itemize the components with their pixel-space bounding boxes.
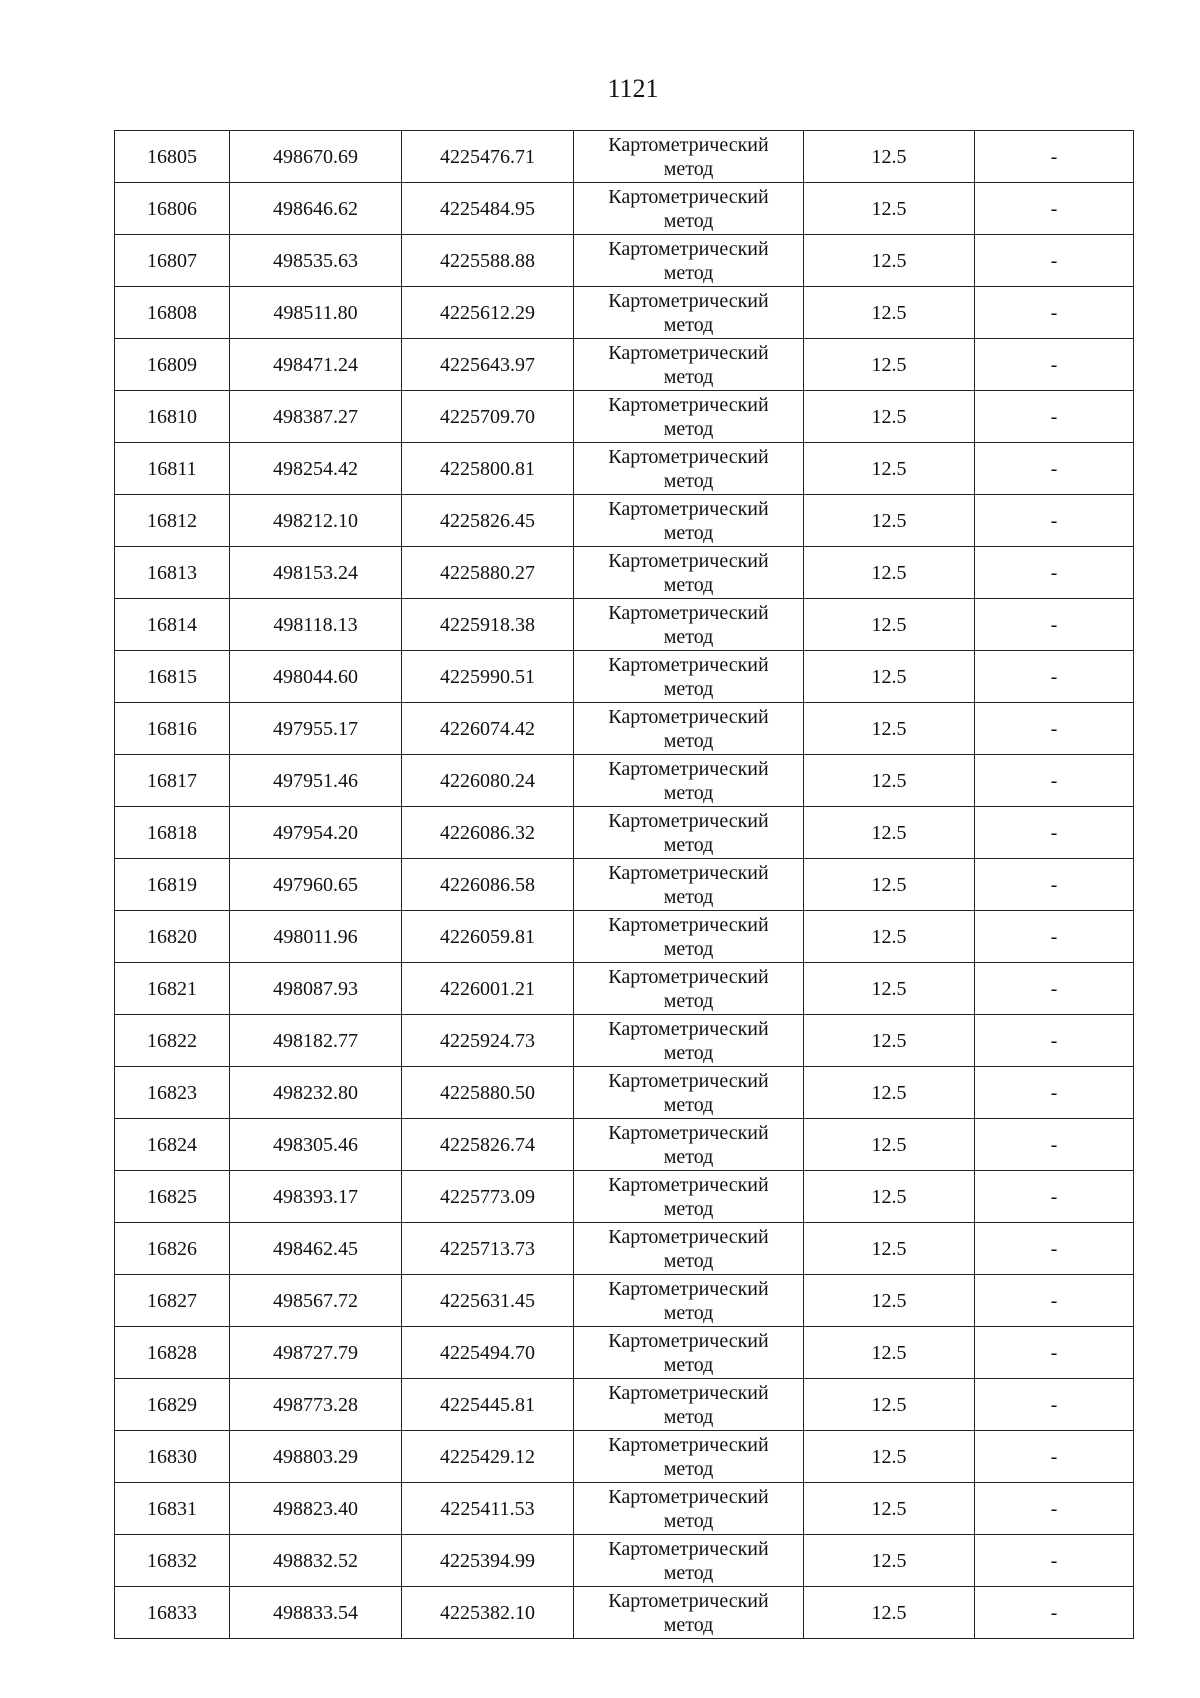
note-cell: - xyxy=(975,235,1134,287)
y-coordinate-cell: 4225826.45 xyxy=(402,495,574,547)
method-cell xyxy=(574,703,804,755)
x-coordinate-cell: 498118.13 xyxy=(230,599,402,651)
point-number-cell: 16833 xyxy=(115,1587,230,1639)
accuracy-cell: 12.5 xyxy=(804,547,975,599)
note-cell: - xyxy=(975,339,1134,391)
x-coordinate-cell: 498254.42 xyxy=(230,443,402,495)
method-cell xyxy=(574,1483,804,1535)
y-coordinate-cell: 4226086.32 xyxy=(402,807,574,859)
x-coordinate-cell: 498153.24 xyxy=(230,547,402,599)
accuracy-cell: 12.5 xyxy=(804,1327,975,1379)
method-line-1: Картометрический xyxy=(608,1537,769,1560)
method-cell xyxy=(574,495,804,547)
y-coordinate-cell: 4225382.10 xyxy=(402,1587,574,1639)
x-coordinate-cell: 498670.69 xyxy=(230,131,402,183)
method-line-2: метод xyxy=(663,937,714,960)
point-number-cell: 16820 xyxy=(115,911,230,963)
x-coordinate-cell: 497955.17 xyxy=(230,703,402,755)
note-cell: - xyxy=(975,1223,1134,1275)
method-cell xyxy=(574,1587,804,1639)
method-cell xyxy=(574,911,804,963)
method-line-1: Картометрический xyxy=(608,1017,769,1040)
y-coordinate-cell: 4225494.70 xyxy=(402,1327,574,1379)
note-cell: - xyxy=(975,1483,1134,1535)
y-coordinate-cell: 4225484.95 xyxy=(402,183,574,235)
method-line-2: метод xyxy=(663,261,714,284)
x-coordinate-cell: 498511.80 xyxy=(230,287,402,339)
x-coordinate-cell: 498823.40 xyxy=(230,1483,402,1535)
table-row xyxy=(115,1431,1134,1483)
method-line-1: Картометрический xyxy=(608,1589,769,1612)
point-number-cell: 16807 xyxy=(115,235,230,287)
point-number-cell: 16817 xyxy=(115,755,230,807)
y-coordinate-cell: 4225643.97 xyxy=(402,339,574,391)
note-cell: - xyxy=(975,1327,1134,1379)
x-coordinate-cell: 497960.65 xyxy=(230,859,402,911)
point-number-cell: 16823 xyxy=(115,1067,230,1119)
accuracy-cell: 12.5 xyxy=(804,495,975,547)
method-line-2: метод xyxy=(663,1509,714,1532)
accuracy-cell: 12.5 xyxy=(804,911,975,963)
method-cell xyxy=(574,1015,804,1067)
x-coordinate-cell: 498833.54 xyxy=(230,1587,402,1639)
method-cell xyxy=(574,1171,804,1223)
method-line-2: метод xyxy=(663,989,714,1012)
table-row xyxy=(115,1223,1134,1275)
x-coordinate-cell: 498087.93 xyxy=(230,963,402,1015)
accuracy-cell: 12.5 xyxy=(804,1535,975,1587)
table-row xyxy=(115,183,1134,235)
table-row xyxy=(115,911,1134,963)
method-line-2: метод xyxy=(663,1457,714,1480)
point-number-cell: 16815 xyxy=(115,651,230,703)
accuracy-cell: 12.5 xyxy=(804,1275,975,1327)
y-coordinate-cell: 4225411.53 xyxy=(402,1483,574,1535)
y-coordinate-cell: 4225588.88 xyxy=(402,235,574,287)
method-line-2: метод xyxy=(663,677,714,700)
method-cell xyxy=(574,859,804,911)
method-line-2: метод xyxy=(663,729,714,752)
point-number-cell: 16819 xyxy=(115,859,230,911)
method-cell xyxy=(574,183,804,235)
table-row xyxy=(115,495,1134,547)
point-number-cell: 16816 xyxy=(115,703,230,755)
method-line-1: Картометрический xyxy=(608,341,769,364)
method-line-1: Картометрический xyxy=(608,1121,769,1144)
x-coordinate-cell: 498646.62 xyxy=(230,183,402,235)
table-row xyxy=(115,1067,1134,1119)
method-cell xyxy=(574,547,804,599)
accuracy-cell: 12.5 xyxy=(804,651,975,703)
table-row xyxy=(115,1015,1134,1067)
note-cell: - xyxy=(975,963,1134,1015)
note-cell: - xyxy=(975,1067,1134,1119)
accuracy-cell: 12.5 xyxy=(804,1587,975,1639)
table-row xyxy=(115,287,1134,339)
method-cell xyxy=(574,1327,804,1379)
table-row xyxy=(115,599,1134,651)
y-coordinate-cell: 4225880.50 xyxy=(402,1067,574,1119)
method-line-2: метод xyxy=(663,781,714,804)
note-cell: - xyxy=(975,1535,1134,1587)
method-line-1: Картометрический xyxy=(608,497,769,520)
x-coordinate-cell: 498727.79 xyxy=(230,1327,402,1379)
x-coordinate-cell: 498773.28 xyxy=(230,1379,402,1431)
method-line-1: Картометрический xyxy=(608,861,769,884)
x-coordinate-cell: 498393.17 xyxy=(230,1171,402,1223)
accuracy-cell: 12.5 xyxy=(804,599,975,651)
method-cell xyxy=(574,807,804,859)
method-line-1: Картометрический xyxy=(608,549,769,572)
point-number-cell: 16808 xyxy=(115,287,230,339)
accuracy-cell: 12.5 xyxy=(804,1483,975,1535)
method-cell xyxy=(574,963,804,1015)
method-line-2: метод xyxy=(663,625,714,648)
accuracy-cell: 12.5 xyxy=(804,755,975,807)
y-coordinate-cell: 4225476.71 xyxy=(402,131,574,183)
point-number-cell: 16830 xyxy=(115,1431,230,1483)
point-number-cell: 16811 xyxy=(115,443,230,495)
y-coordinate-cell: 4225429.12 xyxy=(402,1431,574,1483)
method-line-2: метод xyxy=(663,1405,714,1428)
method-line-2: метод xyxy=(663,1197,714,1220)
method-cell xyxy=(574,1223,804,1275)
point-number-cell: 16821 xyxy=(115,963,230,1015)
table-row xyxy=(115,1379,1134,1431)
note-cell: - xyxy=(975,1275,1134,1327)
method-line-2: метод xyxy=(663,1353,714,1376)
note-cell: - xyxy=(975,183,1134,235)
method-cell xyxy=(574,287,804,339)
point-number-cell: 16827 xyxy=(115,1275,230,1327)
table-row xyxy=(115,131,1134,183)
note-cell: - xyxy=(975,755,1134,807)
point-number-cell: 16829 xyxy=(115,1379,230,1431)
table-row xyxy=(115,547,1134,599)
x-coordinate-cell: 498471.24 xyxy=(230,339,402,391)
table-row xyxy=(115,1327,1134,1379)
accuracy-cell: 12.5 xyxy=(804,183,975,235)
coordinates-table xyxy=(114,130,1134,1639)
method-line-1: Картометрический xyxy=(608,1329,769,1352)
accuracy-cell: 12.5 xyxy=(804,1119,975,1171)
method-cell xyxy=(574,1119,804,1171)
note-cell: - xyxy=(975,131,1134,183)
method-cell xyxy=(574,599,804,651)
table-row xyxy=(115,963,1134,1015)
method-cell xyxy=(574,1535,804,1587)
x-coordinate-cell: 498462.45 xyxy=(230,1223,402,1275)
x-coordinate-cell: 498567.72 xyxy=(230,1275,402,1327)
note-cell: - xyxy=(975,651,1134,703)
x-coordinate-cell: 497954.20 xyxy=(230,807,402,859)
method-line-1: Картометрический xyxy=(608,1173,769,1196)
accuracy-cell: 12.5 xyxy=(804,1171,975,1223)
x-coordinate-cell: 498011.96 xyxy=(230,911,402,963)
point-number-cell: 16832 xyxy=(115,1535,230,1587)
method-line-1: Картометрический xyxy=(608,289,769,312)
method-cell xyxy=(574,1275,804,1327)
coordinates-table-body xyxy=(115,131,1134,1639)
accuracy-cell: 12.5 xyxy=(804,1379,975,1431)
accuracy-cell: 12.5 xyxy=(804,859,975,911)
method-line-1: Картометрический xyxy=(608,1277,769,1300)
accuracy-cell: 12.5 xyxy=(804,391,975,443)
method-cell xyxy=(574,391,804,443)
x-coordinate-cell: 498212.10 xyxy=(230,495,402,547)
method-line-2: метод xyxy=(663,1041,714,1064)
y-coordinate-cell: 4226086.58 xyxy=(402,859,574,911)
y-coordinate-cell: 4226074.42 xyxy=(402,703,574,755)
method-line-1: Картометрический xyxy=(608,133,769,156)
y-coordinate-cell: 4225924.73 xyxy=(402,1015,574,1067)
table-row xyxy=(115,339,1134,391)
x-coordinate-cell: 498305.46 xyxy=(230,1119,402,1171)
table-row xyxy=(115,859,1134,911)
method-line-2: метод xyxy=(663,1093,714,1116)
table-row xyxy=(115,1119,1134,1171)
accuracy-cell: 12.5 xyxy=(804,131,975,183)
accuracy-cell: 12.5 xyxy=(804,443,975,495)
y-coordinate-cell: 4225631.45 xyxy=(402,1275,574,1327)
point-number-cell: 16812 xyxy=(115,495,230,547)
table-row xyxy=(115,703,1134,755)
method-line-1: Картометрический xyxy=(608,393,769,416)
table-row xyxy=(115,443,1134,495)
y-coordinate-cell: 4225612.29 xyxy=(402,287,574,339)
y-coordinate-cell: 4225880.27 xyxy=(402,547,574,599)
method-cell xyxy=(574,1067,804,1119)
table-row xyxy=(115,755,1134,807)
point-number-cell: 16814 xyxy=(115,599,230,651)
accuracy-cell: 12.5 xyxy=(804,807,975,859)
point-number-cell: 16826 xyxy=(115,1223,230,1275)
note-cell: - xyxy=(975,911,1134,963)
method-cell xyxy=(574,339,804,391)
method-line-2: метод xyxy=(663,417,714,440)
table-row xyxy=(115,651,1134,703)
note-cell: - xyxy=(975,287,1134,339)
note-cell: - xyxy=(975,859,1134,911)
accuracy-cell: 12.5 xyxy=(804,1223,975,1275)
y-coordinate-cell: 4226059.81 xyxy=(402,911,574,963)
y-coordinate-cell: 4225800.81 xyxy=(402,443,574,495)
table-row xyxy=(115,235,1134,287)
method-line-1: Картометрический xyxy=(608,809,769,832)
note-cell: - xyxy=(975,599,1134,651)
note-cell: - xyxy=(975,547,1134,599)
x-coordinate-cell: 498182.77 xyxy=(230,1015,402,1067)
y-coordinate-cell: 4225445.81 xyxy=(402,1379,574,1431)
table-row xyxy=(115,807,1134,859)
point-number-cell: 16825 xyxy=(115,1171,230,1223)
method-line-2: метод xyxy=(663,469,714,492)
method-line-1: Картометрический xyxy=(608,653,769,676)
method-line-2: метод xyxy=(663,1561,714,1584)
method-line-1: Картометрический xyxy=(608,1381,769,1404)
x-coordinate-cell: 498387.27 xyxy=(230,391,402,443)
y-coordinate-cell: 4225773.09 xyxy=(402,1171,574,1223)
accuracy-cell: 12.5 xyxy=(804,963,975,1015)
accuracy-cell: 12.5 xyxy=(804,1067,975,1119)
method-line-2: метод xyxy=(663,885,714,908)
note-cell: - xyxy=(975,1015,1134,1067)
method-line-2: метод xyxy=(663,1613,714,1636)
point-number-cell: 16818 xyxy=(115,807,230,859)
table-row xyxy=(115,1587,1134,1639)
point-number-cell: 16831 xyxy=(115,1483,230,1535)
method-line-2: метод xyxy=(663,157,714,180)
method-cell xyxy=(574,235,804,287)
method-cell xyxy=(574,131,804,183)
x-coordinate-cell: 498232.80 xyxy=(230,1067,402,1119)
method-line-1: Картометрический xyxy=(608,757,769,780)
method-line-2: метод xyxy=(663,1301,714,1324)
x-coordinate-cell: 497951.46 xyxy=(230,755,402,807)
y-coordinate-cell: 4225713.73 xyxy=(402,1223,574,1275)
x-coordinate-cell: 498832.52 xyxy=(230,1535,402,1587)
y-coordinate-cell: 4226001.21 xyxy=(402,963,574,1015)
point-number-cell: 16822 xyxy=(115,1015,230,1067)
accuracy-cell: 12.5 xyxy=(804,287,975,339)
method-line-2: метод xyxy=(663,365,714,388)
method-line-1: Картометрический xyxy=(608,237,769,260)
y-coordinate-cell: 4225990.51 xyxy=(402,651,574,703)
note-cell: - xyxy=(975,807,1134,859)
method-line-1: Картометрический xyxy=(608,913,769,936)
x-coordinate-cell: 498535.63 xyxy=(230,235,402,287)
page-number: 1121 xyxy=(607,74,659,103)
table-row xyxy=(115,1171,1134,1223)
x-coordinate-cell: 498803.29 xyxy=(230,1431,402,1483)
method-line-1: Картометрический xyxy=(608,1433,769,1456)
note-cell: - xyxy=(975,443,1134,495)
point-number-cell: 16805 xyxy=(115,131,230,183)
note-cell: - xyxy=(975,1431,1134,1483)
point-number-cell: 16809 xyxy=(115,339,230,391)
method-line-1: Картометрический xyxy=(608,1225,769,1248)
method-line-1: Картометрический xyxy=(608,601,769,624)
note-cell: - xyxy=(975,1171,1134,1223)
method-line-1: Картометрический xyxy=(608,185,769,208)
method-line-2: метод xyxy=(663,521,714,544)
y-coordinate-cell: 4225394.99 xyxy=(402,1535,574,1587)
method-cell xyxy=(574,651,804,703)
note-cell: - xyxy=(975,495,1134,547)
method-line-2: метод xyxy=(663,1145,714,1168)
point-number-cell: 16813 xyxy=(115,547,230,599)
table-row xyxy=(115,391,1134,443)
y-coordinate-cell: 4226080.24 xyxy=(402,755,574,807)
note-cell: - xyxy=(975,391,1134,443)
method-cell xyxy=(574,1379,804,1431)
note-cell: - xyxy=(975,1587,1134,1639)
point-number-cell: 16806 xyxy=(115,183,230,235)
y-coordinate-cell: 4225918.38 xyxy=(402,599,574,651)
method-line-2: метод xyxy=(663,1249,714,1272)
method-line-1: Картометрический xyxy=(608,445,769,468)
note-cell: - xyxy=(975,703,1134,755)
method-cell xyxy=(574,755,804,807)
note-cell: - xyxy=(975,1379,1134,1431)
accuracy-cell: 12.5 xyxy=(804,1015,975,1067)
table-row xyxy=(115,1535,1134,1587)
method-cell xyxy=(574,1431,804,1483)
method-line-2: метод xyxy=(663,313,714,336)
method-line-1: Картометрический xyxy=(608,965,769,988)
method-cell xyxy=(574,443,804,495)
method-line-1: Картометрический xyxy=(608,1485,769,1508)
method-line-2: метод xyxy=(663,209,714,232)
x-coordinate-cell: 498044.60 xyxy=(230,651,402,703)
y-coordinate-cell: 4225826.74 xyxy=(402,1119,574,1171)
accuracy-cell: 12.5 xyxy=(804,339,975,391)
method-line-2: метод xyxy=(663,573,714,596)
accuracy-cell: 12.5 xyxy=(804,703,975,755)
accuracy-cell: 12.5 xyxy=(804,1431,975,1483)
table-row xyxy=(115,1275,1134,1327)
method-line-1: Картометрический xyxy=(608,705,769,728)
point-number-cell: 16810 xyxy=(115,391,230,443)
table-row xyxy=(115,1483,1134,1535)
method-line-2: метод xyxy=(663,833,714,856)
point-number-cell: 16824 xyxy=(115,1119,230,1171)
accuracy-cell: 12.5 xyxy=(804,235,975,287)
y-coordinate-cell: 4225709.70 xyxy=(402,391,574,443)
note-cell: - xyxy=(975,1119,1134,1171)
method-line-1: Картометрический xyxy=(608,1069,769,1092)
point-number-cell: 16828 xyxy=(115,1327,230,1379)
